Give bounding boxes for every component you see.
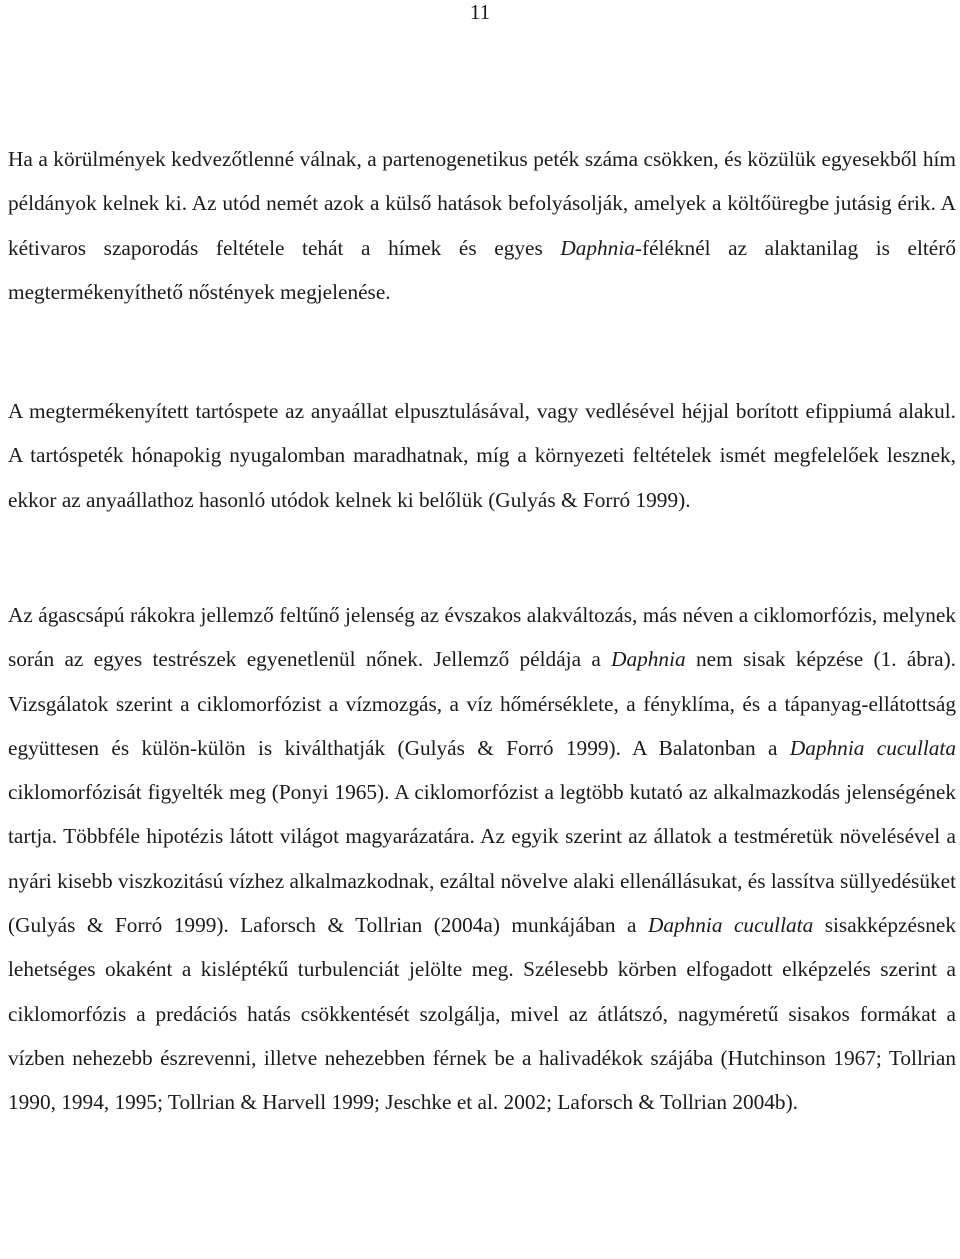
text-segment: sisakképzésnek lehetséges okaként a kisléptékű turbulenciát jelölte meg. Szélesebb körben elfogadott elképzelés szerint a ciklomorfózis a predációs hatás csökkentését szolgálja, mivel az átlátszó, nagyméretű sisakos formákat a vízben nehezebb észrevenni, illetve nehezebben férnek be a halivadékok szájába (Hutchinson 1967; Tollrian 1990, 1994, 1995; Tollrian & Harvell 1999; Jeschke et al. 2002; Laforsch & Tollrian 2004b). (8, 913, 956, 1115)
italic-taxon: Daphnia cucullata (789, 735, 956, 760)
text-segment: Ha a körülmények kedvezőtlenné válnak, a partenogenetikus peték száma csökken, és közülük egyesekből hím példányok kelnek ki. Az utód nemét azok a külső hatások befolyásolják, amelyek a költőüregbe jutásig érik. A kétivaros szaporodás feltétele tehát a hímek és egyes (8, 147, 956, 260)
text-segment: -féléknél az alaktanilag is eltérő megtermékenyíthető nőstények megjelenése. (8, 235, 956, 304)
italic-taxon: Daphnia (611, 647, 686, 672)
text-segment: ciklomorfózisát figyelték meg (Ponyi 1965). A ciklomorfózist a legtöbb kutató az alkalmazkodás jelenségének tartja. Többféle hipotézis látott világot magyarázatára. Az egyik szerint az állatok a testméretük növelésével a nyári kisebb viszkozitású vízhez alkalmazkodnak, ezáltal növelve alaki ellenállásukat, és lassítva süllyedésüket (Gulyás & Forró 1999). Laforsch & Tollrian (2004a) munkájában a (8, 780, 956, 938)
paragraph-cyclomorphosis (8, 593, 956, 1125)
italic-taxon: Daphnia (560, 235, 635, 260)
paragraph-reproduction (8, 137, 956, 314)
page-number: 11 (469, 0, 491, 24)
italic-taxon: Daphnia cucullata (647, 913, 814, 938)
text-segment: A megtermékenyített tartóspete az anyaállat elpusztulásával, vagy vedlésével héjjal borított efippiumá alakul. A tartóspeték hónapokig nyugalomban maradhatnak, míg a környezeti feltételek ismét megfelelőek lesznek, ekkor az anyaállathoz hasonló utódok kelnek ki belőlük (Gulyás & Forró 1999). (8, 399, 956, 512)
text-segment: Az ágascsápú rákokra jellemző feltűnő jelenség az évszakos alakváltozás, más néven a ciklomorfózis, melynek során az egyes testrészek egyenetlenül nőnek. Jellemző példája a (8, 603, 956, 672)
text-segment: nem sisak képzése (1. ábra). Vizsgálatok szerint a ciklomorfózist a vízmozgás, a víz hőmérséklete, a fényklíma, és a tápanyag-ellátottság együttesen és külön-külön is kiválthatják (Gulyás & Forró 1999). A Balatonban a (8, 647, 956, 760)
paragraph-resting-eggs (8, 389, 956, 522)
